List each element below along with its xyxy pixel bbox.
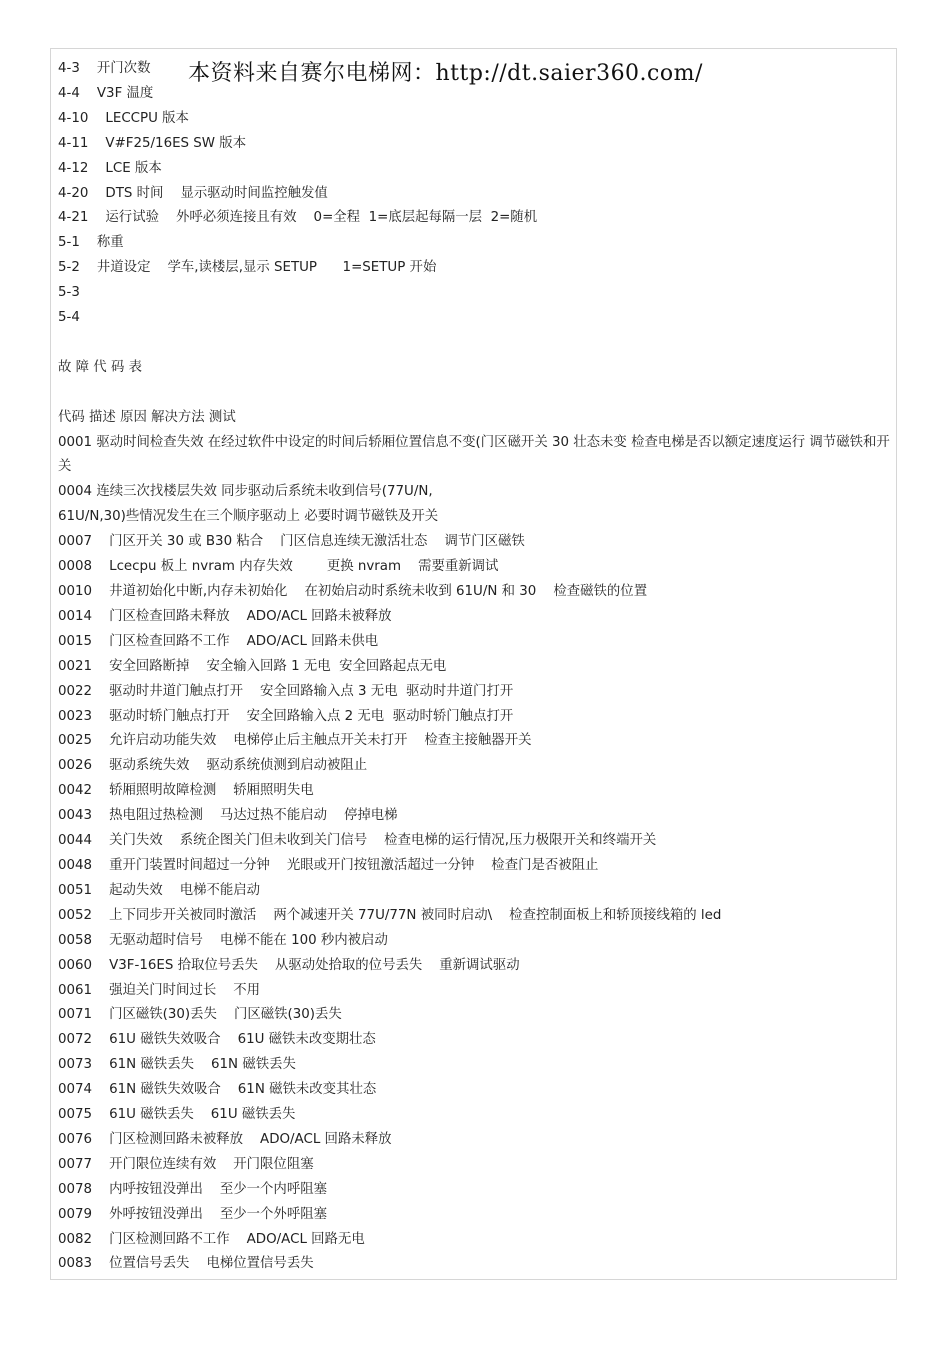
parameter-row: 4-3 开门次数 bbox=[58, 61, 151, 76]
fault-row: 0083 位置信号丢失 电梯位置信号丢失 bbox=[58, 1256, 314, 1272]
parameter-row: 4-4 V3F 温度 bbox=[58, 85, 154, 101]
fault-row: 0042 轿厢照明故障检测 轿厢照明失电 bbox=[58, 783, 314, 799]
parameter-row: 4-12 LCE 版本 bbox=[58, 160, 162, 176]
fault-row: 0077 开门限位连续有效 开门限位阻塞 bbox=[58, 1156, 314, 1172]
fault-row: 0004 连续三次找楼层失效 同步驱动后系统未收到信号(77U/N, 61U/N,30)些情况发生在三个顺序驱动上 必要时调节磁铁及开关 bbox=[58, 484, 439, 525]
parameter-row: 5-3 bbox=[58, 285, 80, 301]
watermark-text: 本资料来自赛尔电梯网：http://dt.saier360.com/ bbox=[188, 61, 703, 86]
fault-row: 0044 关门失效 系统企图关门但未收到关门信号 检查电梯的运行情况,压力极限开关和终端开关 bbox=[58, 833, 657, 849]
fault-row: 0078 内呼按钮没弹出 至少一个内呼阻塞 bbox=[58, 1181, 327, 1197]
fault-row: 0082 门区检测回路不工作 ADO/ACL 回路无电 bbox=[58, 1231, 365, 1247]
fault-list-wrapped bbox=[58, 431, 893, 531]
parameter-row: 4-21 运行试验 外呼必须连接且有效 0=全程 1=底层起每隔一层 2=随机 bbox=[58, 210, 538, 226]
fault-row: 0022 驱动时井道门触点打开 安全回路输入点 3 无电 驱动时井道门打开 bbox=[58, 683, 514, 699]
fault-row: 0058 无驱动超时信号 电梯不能在 100 秒内被启动 bbox=[58, 932, 388, 948]
fault-row: 0001 驱动时间检查失效 在经过软件中设定的时间后轿厢位置信息不变(门区磁开关 30 壮态未变 检查电梯是否以额定速度运行 调节磁铁和开关 bbox=[58, 434, 890, 475]
parameter-row: 5-2 井道设定 学车,读楼层,显示 SETUP 1=SETUP 开始 bbox=[58, 260, 437, 276]
fault-row: 0060 V3F-16ES 拾取位号丢失 从驱动处拾取的位号丢失 重新调试驱动 bbox=[58, 957, 520, 973]
fault-list bbox=[58, 530, 893, 1277]
parameter-row: 4-10 LECCPU 版本 bbox=[58, 110, 189, 126]
parameter-row: 4-11 V#F25/16ES SW 版本 bbox=[58, 135, 247, 151]
fault-row: 0021 安全回路断掉 安全输入回路 1 无电 安全回路起点无电 bbox=[58, 658, 447, 674]
fault-row: 0076 门区检测回路未被释放 ADO/ACL 回路未释放 bbox=[58, 1131, 392, 1147]
fault-row: 0014 门区检查回路未释放 ADO/ACL 回路未被释放 bbox=[58, 608, 392, 624]
fault-row: 0061 强迫关门时间过长 不用 bbox=[58, 982, 261, 998]
fault-row: 0015 门区检查回路不工作 ADO/ACL 回路未供电 bbox=[58, 633, 379, 649]
document-body bbox=[58, 57, 893, 1277]
fault-row: 0079 外呼按钮没弹出 至少一个外呼阻塞 bbox=[58, 1206, 327, 1222]
fault-row: 0043 热电阻过热检测 马达过热不能启动 停掉电梯 bbox=[58, 808, 398, 824]
fault-row: 0051 起动失效 电梯不能启动 bbox=[58, 882, 261, 898]
fault-row: 0071 门区磁铁(30)丢失 门区磁铁(30)丢失 bbox=[58, 1007, 342, 1023]
fault-row: 0025 允许启动功能失效 电梯停止后主触点开关未打开 检查主接触器开关 bbox=[58, 733, 532, 749]
parameter-row: 5-1 称重 bbox=[58, 235, 124, 251]
fault-row: 0026 驱动系统失效 驱动系统侦测到启动被阻止 bbox=[58, 758, 368, 774]
fault-row: 0073 61N 磁铁丢失 61N 磁铁丢失 bbox=[58, 1057, 296, 1073]
parameter-list bbox=[58, 57, 893, 331]
fault-row: 0052 上下同步开关被同时激活 两个减速开关 77U/77N 被同时启动\ 检查控制面板上和轿顶接线箱的 led bbox=[58, 907, 722, 923]
fault-row: 0008 Lcecpu 板上 nvram 内存失效 更换 nvram 需要重新调试 bbox=[58, 559, 499, 575]
fault-table-header: 代码 描述 原因 解决方法 测试 bbox=[58, 409, 236, 425]
fault-row: 0010 井道初始化中断,内存未初始化 在初始启动时系统未收到 61U/N 和 30 检查磁铁的位置 bbox=[58, 584, 648, 599]
parameter-row: 5-4 bbox=[58, 310, 80, 326]
fault-table-title: 故 障 代 码 表 bbox=[58, 359, 142, 375]
parameter-row: 4-20 DTS 时间 显示驱动时间监控触发值 bbox=[58, 185, 328, 201]
fault-row: 0023 驱动时轿门触点打开 安全回路输入点 2 无电 驱动时轿门触点打开 bbox=[58, 708, 514, 724]
fault-row: 0007 门区开关 30 或 B30 粘合 门区信息连续无激活壮态 调节门区磁铁 bbox=[58, 534, 525, 550]
fault-row: 0072 61U 磁铁失效吸合 61U 磁铁未改变期壮态 bbox=[58, 1032, 376, 1048]
fault-row: 0074 61N 磁铁失效吸合 61N 磁铁未改变其壮态 bbox=[58, 1082, 377, 1098]
fault-row: 0048 重开门装置时间超过一分钟 光眼或开门按钮激活超过一分钟 检查门是否被阻止 bbox=[58, 857, 599, 873]
fault-row: 0075 61U 磁铁丢失 61U 磁铁丢失 bbox=[58, 1107, 296, 1123]
